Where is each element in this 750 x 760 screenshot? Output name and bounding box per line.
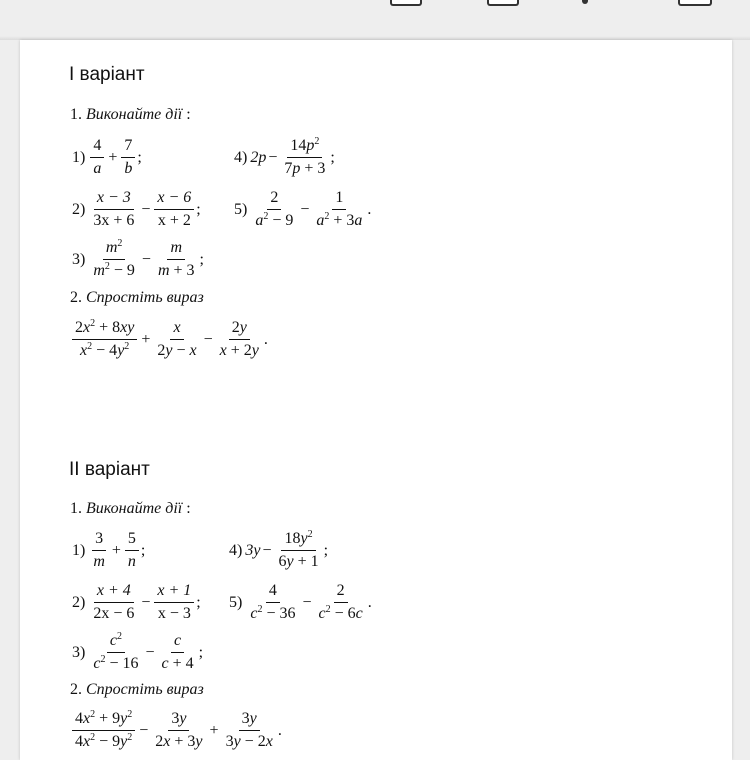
exercise-3: 3) $\frac{m^2}{m^2 - 9}$ − $\frac{m}{m + 3}$ ; bbox=[72, 238, 204, 279]
exercise-2: 2) $\frac{x - 3}{3x + 6}$ − $\frac{x - 6}{x + 2}$ ; bbox=[72, 189, 201, 229]
exercise-1: 1) $\frac{3}{m}$ + $\frac{5}{n}$ ; bbox=[72, 530, 146, 570]
exercise-5: 5) $\frac{4}{c^2 - 36}$ − $\frac{2}{c^2 - 6c}$ . bbox=[229, 582, 372, 622]
toolbar-icon[interactable] bbox=[678, 0, 712, 6]
task-2-heading: 2. Спростіть вираз bbox=[70, 681, 204, 698]
toolbar-icon[interactable] bbox=[390, 0, 422, 6]
task-2-heading: 2. Спростіть вираз bbox=[70, 289, 204, 306]
exercise-4: 4) 3y − $\frac{18y^2}{6y + 1}$ ; bbox=[229, 529, 329, 570]
viewer-toolbar bbox=[0, 0, 750, 40]
exercise-1: 1) $\frac{4}{a}$ + $\frac{7}{b}$ ; bbox=[72, 137, 142, 177]
toolbar-icon[interactable] bbox=[582, 0, 588, 4]
simplify-expression: $\frac{2x^2 + 8xy}{x^2 - 4y^2}$ + $\frac{x}{2y - x}$ − $\frac{2y}{x + 2y}$ . bbox=[70, 319, 268, 360]
exercise-2: 2) $\frac{x + 4}{2x - 6}$ − $\frac{x + 1}{x - 3}$ ; bbox=[72, 582, 201, 622]
task-1-heading: 1. Виконайте дії : bbox=[70, 106, 191, 123]
exercise-4: 4) 2p − $\frac{14p^2}{7p + 3}$ ; bbox=[234, 136, 335, 177]
variant-1-title: I варіант bbox=[69, 64, 145, 85]
variant-2-title: II варіант bbox=[69, 459, 150, 480]
exercise-5: 5) $\frac{2}{a^2 - 9}$ − $\frac{1}{a^2 + 3a}$ . bbox=[234, 189, 372, 229]
task-1-heading: 1. Виконайте дії : bbox=[70, 500, 191, 517]
simplify-expression: $\frac{4x^2 + 9y^2}{4x^2 - 9y^2}$ − $\frac{3y}{2x + 3y}$ + $\frac{3y}{3y - 2x}$ . bbox=[70, 710, 282, 751]
document-page bbox=[20, 40, 732, 760]
exercise-3: 3) $\frac{c^2}{c^2 - 16}$ − $\frac{c}{c + 4}$ ; bbox=[72, 631, 204, 672]
toolbar-icon[interactable] bbox=[487, 0, 519, 6]
